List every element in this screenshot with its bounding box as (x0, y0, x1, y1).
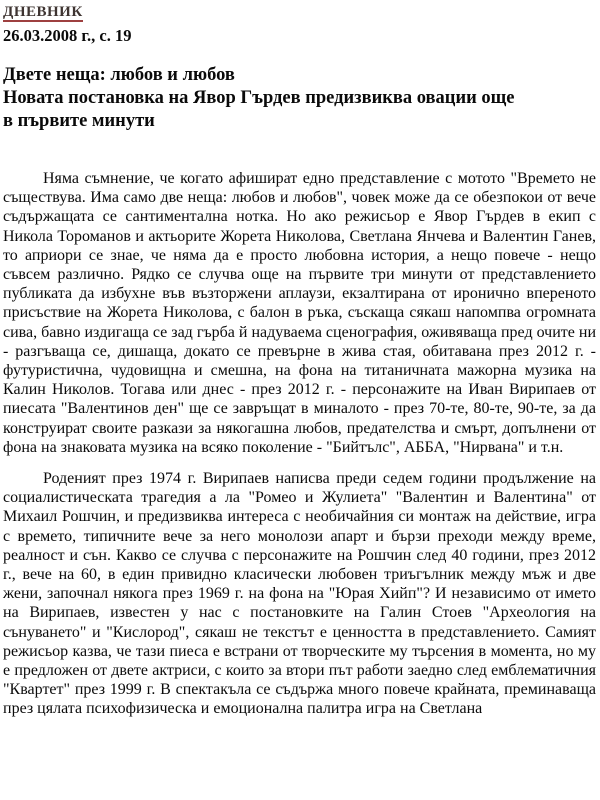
article-body (3, 169, 596, 719)
article-subtitle-line-2: в първите минути (3, 111, 155, 131)
publication-link[interactable]: ДНЕВНИК (3, 4, 83, 20)
dateline: 26.03.2008 г., с. 19 (3, 26, 132, 45)
article-subtitle-line-1: Новата постановка на Явор Гърдев предизвиква овации още (3, 88, 515, 108)
article-headline: Двете неща: любов и любов (3, 65, 235, 85)
article-paragraph: Няма съмнение, че когато афишират едно представление с мотото "Времето не съществува. Има само две неща: любов и любов", човек може да се обезпокои от вече съдържащата се сантиментална нотка. Но ако режисьор е Явор Гърдев в екип с Никола Тороманов и актьорите Жорета Николова, Светлана Янчева и Валентин Ганев, то априори се знае, че няма да е просто любовна история, а нещо повече - нещо съвсем различно. Рядко се случва още на първите три минути от представлението публиката да избухне във възторжени аплаузи, екзалтирана от иронично впереното присъствие на Жорета Николова, с балон в ръка, съскаща сякаш напомпва огромната сива, бавно издигаща се зад гърба й надуваема сценография, оживяваща пред очите ни - разгъваща се, дишаща, докато се превърне в жива стая, обитавана през 2012 г. - футуристична, чудовищна и смешна, на фона на титаничната мажорна музика на Калин Николов. Тогава или днес - през 2012 г. - персонажите на Иван Вирипаев от пиесата "Валентинов ден" ще се завръщат в миналото - през 70-те, 80-те, 90-те, за да конструират своите разкази за някогашна любов, предателства и смърт, допълнени от фона на знаковата музика на всяко поколение - "Бийтълс", АББА, "Нирвана" и т.н. (3, 170, 596, 456)
article-title-block (3, 64, 596, 133)
article-paragraph: Роденият през 1974 г. Вирипаев написва преди седем години продължение на социалистическата трагедия а ла "Ромео и Жулиета" "Валентин и Валентина" от Михаил Рошчин, и предизвиква интереса с необичайния си монтаж на действие, игра с времето, типичните вече за него монолози апарт и бързи преходи между време, реалност и сън. Какво се случва с персонажите на Рошчин след 40 години, през 2012 г., вече на 60, в един привидно класически любовен триъгълник между мъж и две жени, започнал някога през 1969 г. на фона на "Юрая Хийп"? И независимо от името на Вирипаев, известен у нас с постановките на Галин Стоев "Археология на сънуването" и "Кислород", сякаш не текстът е ценността в представлението. Самият режисьор казва, че тази пиеса е встрани от творческите му търсения в момента, но му е предложен от двете актриси, с които за втори път работи заедно след емблематичния "Квартет" през 1999 г. В спектакъла се съдържа много повече крайната, преминаваща през цялата психофизическа и емоционална палитра игра на Светлана (3, 470, 596, 718)
